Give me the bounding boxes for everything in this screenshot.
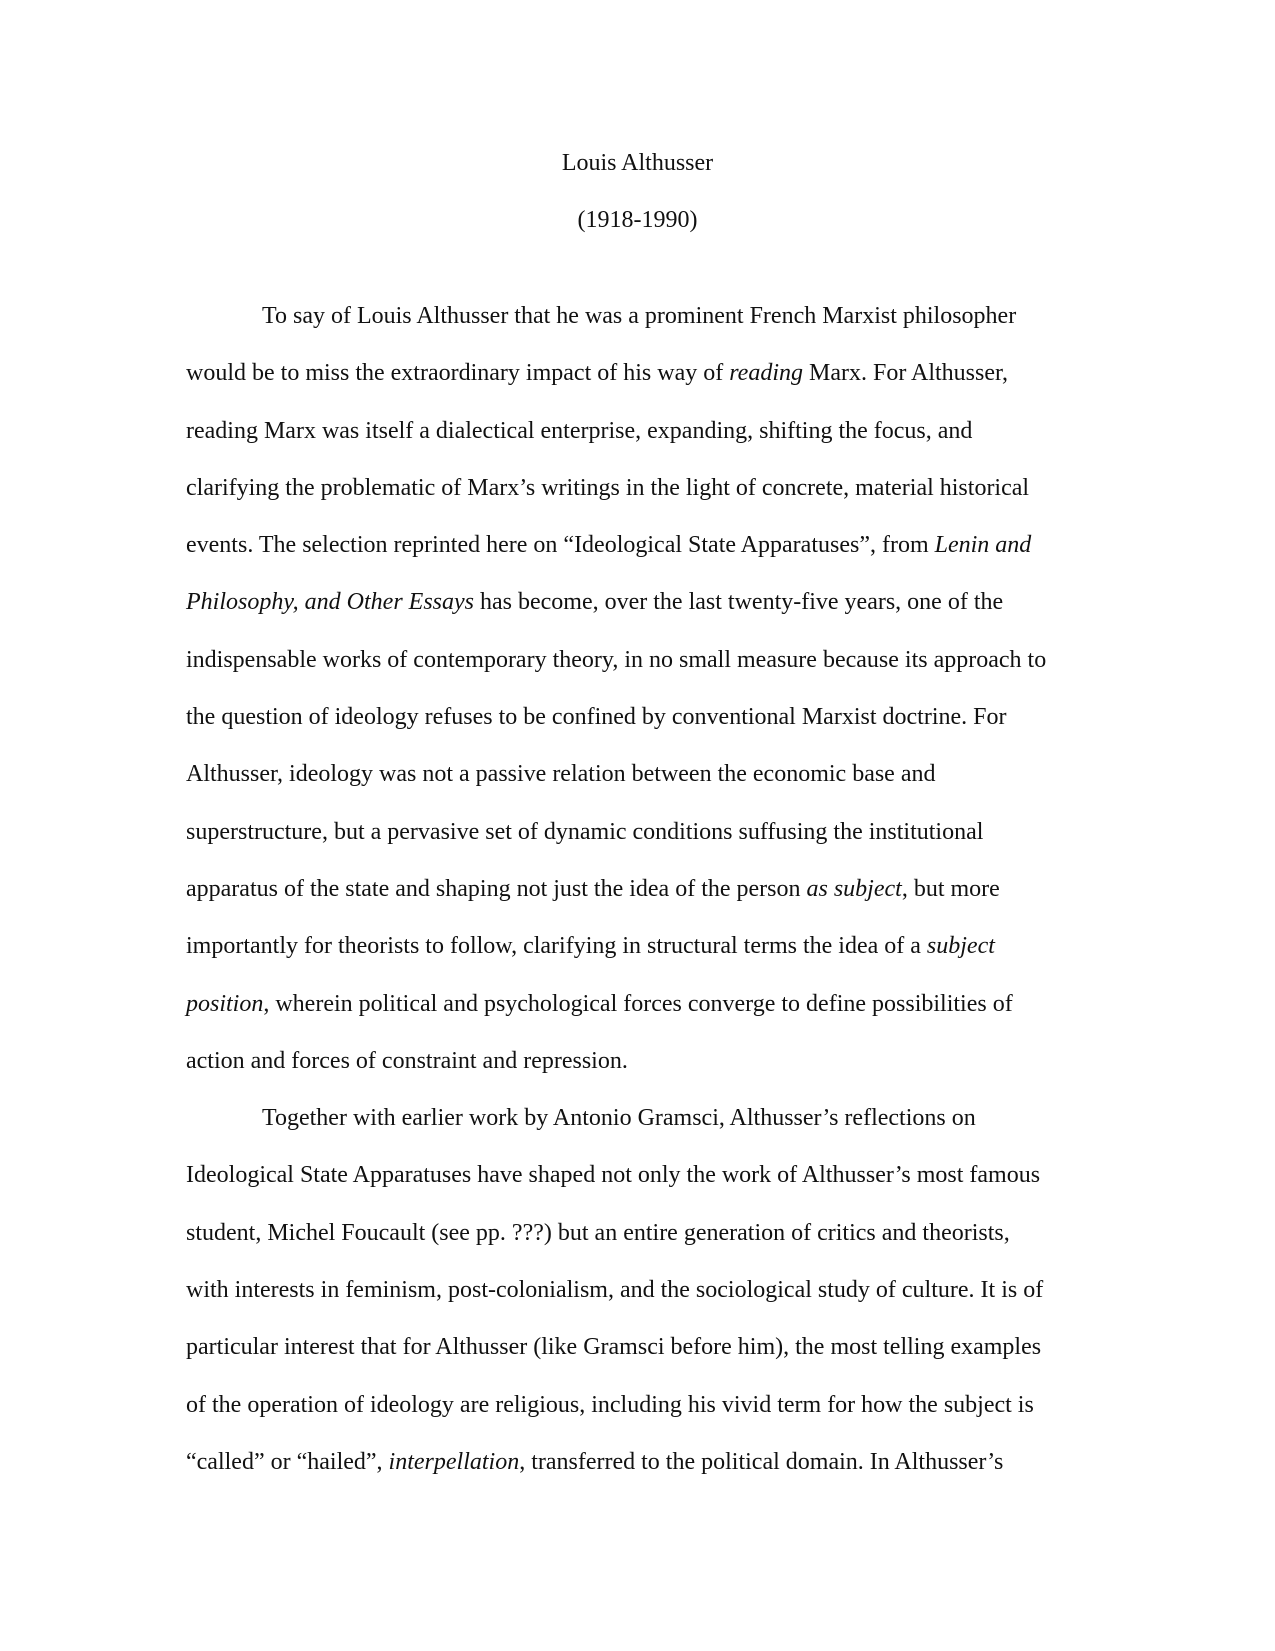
text-line: importantly for theorists to follow, clarifying in structural terms the idea of a subject <box>186 933 995 960</box>
text-line: Althusser, ideology was not a passive relation between the economic base and <box>186 761 936 788</box>
text-line: with interests in feminism, post-colonialism, and the sociological study of culture. It is of <box>186 1277 1044 1304</box>
text-line: Together with earlier work by Antonio Gramsci, Althusser’s reflections on <box>262 1105 976 1132</box>
text-line: “called” or “hailed”, interpellation, transferred to the political domain. In Althusser’s <box>186 1448 1004 1475</box>
page-title: Louis Althusser <box>561 150 714 176</box>
body-text <box>186 288 1086 1491</box>
text-line: clarifying the problematic of Marx’s writings in the light of concrete, material historical <box>186 474 1030 501</box>
text-line: superstructure, but a pervasive set of dynamic conditions suffusing the institutional <box>186 818 984 845</box>
text-line: events. The selection reprinted here on “Ideological State Apparatuses”, from Lenin and <box>186 532 1032 559</box>
text-line: Ideological State Apparatuses have shaped not only the work of Althusser’s most famous <box>186 1162 1041 1189</box>
life-dates: (1918-1990) <box>577 207 698 233</box>
text-line: particular interest that for Althusser (like Gramsci before him), the most telling examples <box>186 1334 1042 1361</box>
text-line: action and forces of constraint and repression. <box>186 1047 628 1074</box>
text-line: Philosophy, and Other Essays has become, over the last twenty-five years, one of the <box>186 589 1004 616</box>
text-line: reading Marx was itself a dialectical enterprise, expanding, shifting the focus, and <box>186 417 973 444</box>
text-line: student, Michel Foucault (see pp. ???) but an entire generation of critics and theorists, <box>186 1219 1010 1246</box>
text-line: indispensable works of contemporary theory, in no small measure because its approach to <box>186 646 1047 673</box>
text-line: of the operation of ideology are religious, including his vivid term for how the subject is <box>186 1391 1034 1418</box>
text-line: position, wherein political and psychological forces converge to define possibilities of <box>186 990 1013 1017</box>
text-line: apparatus of the state and shaping not just the idea of the person as subject, but more <box>186 875 1000 902</box>
text-line: To say of Louis Althusser that he was a prominent French Marxist philosopher <box>262 303 1017 329</box>
text-line: the question of ideology refuses to be confined by conventional Marxist doctrine. For <box>186 704 1007 731</box>
text-line: would be to miss the extraordinary impact of his way of reading Marx. For Althusser, <box>186 360 1009 387</box>
